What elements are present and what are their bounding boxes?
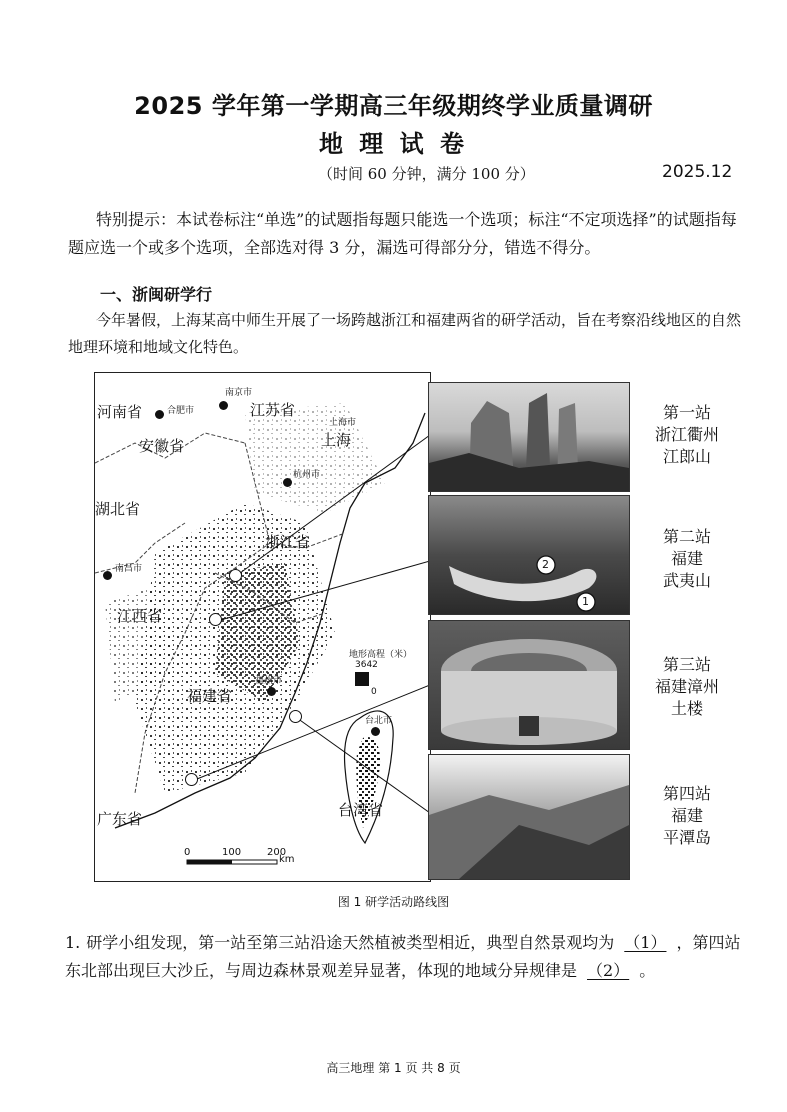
label-hubei: 湖北省 <box>95 500 141 518</box>
label-hefei: 合肥市 <box>167 406 195 416</box>
label-hangzhou: 杭州市 <box>293 470 321 480</box>
page-footer: 高三地理 第 1 页 共 8 页 <box>326 1061 461 1075</box>
label-fuzhou: 福州市 <box>255 676 283 686</box>
label-jiangxi: 江西省 <box>117 607 163 625</box>
city-dot-hangzhou <box>283 478 292 487</box>
label-guangdong: 广东省 <box>97 810 143 828</box>
scale-100: 100 <box>222 847 242 858</box>
label-nanchang: 南昌市 <box>115 564 143 574</box>
label-taiwan: 台湾省 <box>338 801 384 819</box>
label-nanjing: 南京市 <box>225 388 253 398</box>
station-marker-4 <box>289 710 302 723</box>
photo-marker-1: 1 <box>582 595 589 608</box>
question-text-b: ，第四站东北部出现巨大沙丘，与周边森林景观差异显著，体现的地域分异规律是 <box>65 933 741 980</box>
city-dot-taibei <box>371 727 380 736</box>
city-dot-fuzhou <box>267 687 276 696</box>
photo-tulou <box>428 620 630 750</box>
photo-marker-2: 2 <box>542 558 549 571</box>
answer-blank-1[interactable]: （1） <box>624 933 667 952</box>
label-zhejiang: 浙江省 <box>265 533 311 551</box>
question-text-c: 。 <box>639 961 656 980</box>
scale-unit: km <box>279 854 295 865</box>
question-text-a: 研学小组发现，第一站至第三站沿途天然植被类型相近，典型自然景观均为 <box>86 933 615 952</box>
station-marker-1 <box>229 569 242 582</box>
scale-200: 200 <box>267 847 287 858</box>
city-dot-nanjing <box>219 401 228 410</box>
legend-high: 3642 <box>355 660 378 670</box>
answer-blank-2[interactable]: （2） <box>587 961 630 980</box>
station-marker-2 <box>209 613 222 626</box>
legend-swatch <box>355 672 369 686</box>
time-note: （时间 60 分钟，满分 100 分） <box>318 165 535 183</box>
figure-caption: 图 1 研学活动路线图 <box>337 895 450 909</box>
route-map <box>94 372 431 882</box>
label-shanghai-city: 上海市 <box>329 418 357 428</box>
city-dot-nanchang <box>103 571 112 580</box>
special-notice: 特别提示：本试卷标注“单选”的试题指每题只能选一个选项；标注“不定项选择”的试题指每题应选一个或多个选项，全部选对得 3 分，漏选可得部分分，错选不得分。 <box>68 210 737 257</box>
legend-title: 地形高程（米） <box>349 650 413 660</box>
scale-0: 0 <box>184 847 191 858</box>
exam-title: 2025 学年第一学期高三年级期终学业质量调研 <box>134 92 653 120</box>
label-anhui: 安徽省 <box>139 437 185 455</box>
station-label-3: 第三站 福建漳州 土楼 <box>654 655 719 718</box>
label-taibei: 台北市 <box>365 716 393 726</box>
label-shanghai: 上海 <box>321 431 352 449</box>
exam-date: 2025.12 <box>662 162 733 182</box>
photo-pingtandao <box>428 754 630 880</box>
subject-title: 地 理 试 卷 <box>318 130 469 158</box>
question-number: 1. <box>65 933 81 952</box>
label-jiangsu: 江苏省 <box>250 401 296 419</box>
station-marker-3 <box>185 773 198 786</box>
question-1 <box>65 929 755 985</box>
station-label-4: 第四站 福建 平潭岛 <box>662 784 711 847</box>
city-dot-hefei <box>155 410 164 419</box>
station-label-2: 第二站 福建 武夷山 <box>662 527 711 590</box>
label-fujian: 福建省 <box>187 687 233 705</box>
section-heading: 一、浙闽研学行 <box>100 285 213 304</box>
elevation-legend <box>349 647 419 697</box>
photo-wuyishan <box>428 495 630 615</box>
legend-low: 0 <box>371 687 377 697</box>
section-intro: 今年暑假，上海某高中师生开展了一场跨越浙江和福建两省的研学活动，旨在考察沿线地区的自然地理环境和地域文化特色。 <box>68 311 742 356</box>
station-label-1: 第一站 浙江衢州 江郎山 <box>654 403 719 466</box>
photo-jianglangshan <box>428 382 630 492</box>
label-henan: 河南省 <box>97 403 143 421</box>
